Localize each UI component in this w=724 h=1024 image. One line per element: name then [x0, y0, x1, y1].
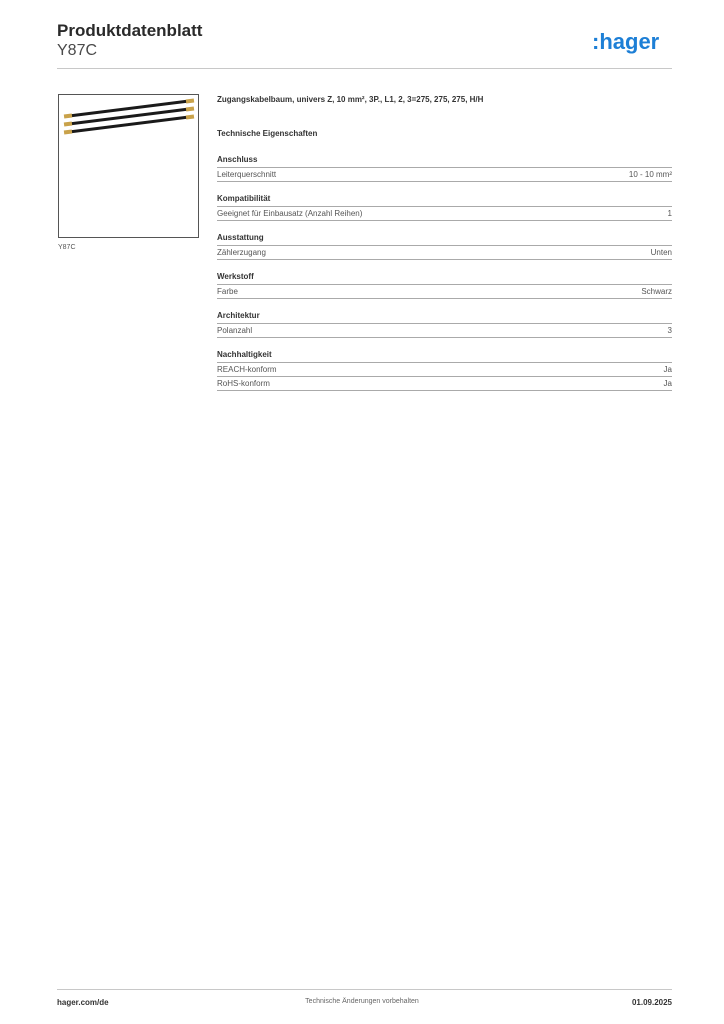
product-details [217, 94, 672, 402]
property-label: Zählerzugang [217, 248, 266, 257]
product-image [58, 94, 199, 238]
section-title: Ausstattung [217, 232, 672, 246]
product-description: Zugangskabelbaum, univers Z, 10 mm², 3P., L1, 2, 3=275, 275, 275, H/H [217, 95, 484, 104]
property-label: Polanzahl [217, 326, 253, 335]
property-label: Leiterquerschnitt [217, 170, 277, 179]
footer-divider [57, 989, 672, 990]
property-row [217, 363, 672, 377]
property-row [217, 377, 672, 391]
property-value: Schwarz [641, 287, 672, 296]
property-value: Unten [650, 248, 672, 257]
property-row [217, 285, 672, 299]
property-value: 10 - 10 mm² [628, 170, 672, 179]
image-caption: Y87C [58, 244, 76, 251]
property-label: REACH-konform [217, 365, 277, 374]
property-value: 3 [667, 326, 672, 335]
property-row [217, 207, 672, 221]
section-kompatibilitaet [217, 193, 672, 221]
property-value: Ja [663, 365, 672, 374]
section-anschluss [217, 154, 672, 182]
property-value: Ja [663, 379, 672, 388]
section-title: Kompatibilität [217, 193, 672, 207]
section-nachhaltigkeit [217, 349, 672, 391]
section-ausstattung [217, 232, 672, 260]
section-title: Architektur [217, 310, 672, 324]
cable-illustration [59, 95, 200, 239]
header-divider [57, 68, 672, 69]
tech-heading: Technische Eigenschaften [217, 129, 318, 138]
property-label: Geeignet für Einbausatz (Anzahl Reihen) [217, 209, 363, 218]
product-code: Y87C [57, 42, 98, 59]
page-title: Produktdatenblatt [57, 21, 203, 40]
section-werkstoff [217, 271, 672, 299]
footer-date: 01.09.2025 [631, 998, 672, 1007]
section-title: Anschluss [217, 154, 672, 168]
property-value: 1 [667, 209, 672, 218]
property-label: RoHS-konform [217, 379, 270, 388]
section-title: Werkstoff [217, 271, 672, 285]
logo-text: :hager [592, 29, 660, 54]
hager-logo[interactable] [592, 27, 672, 59]
section-architektur [217, 310, 672, 338]
footer-website-link[interactable]: hager.com/de [57, 998, 109, 1007]
section-title: Nachhaltigkeit [217, 349, 672, 363]
footer-note: Technische Änderungen vorbehalten [305, 998, 419, 1005]
property-row [217, 324, 672, 338]
property-row [217, 246, 672, 260]
property-label: Farbe [217, 287, 238, 296]
property-row [217, 168, 672, 182]
